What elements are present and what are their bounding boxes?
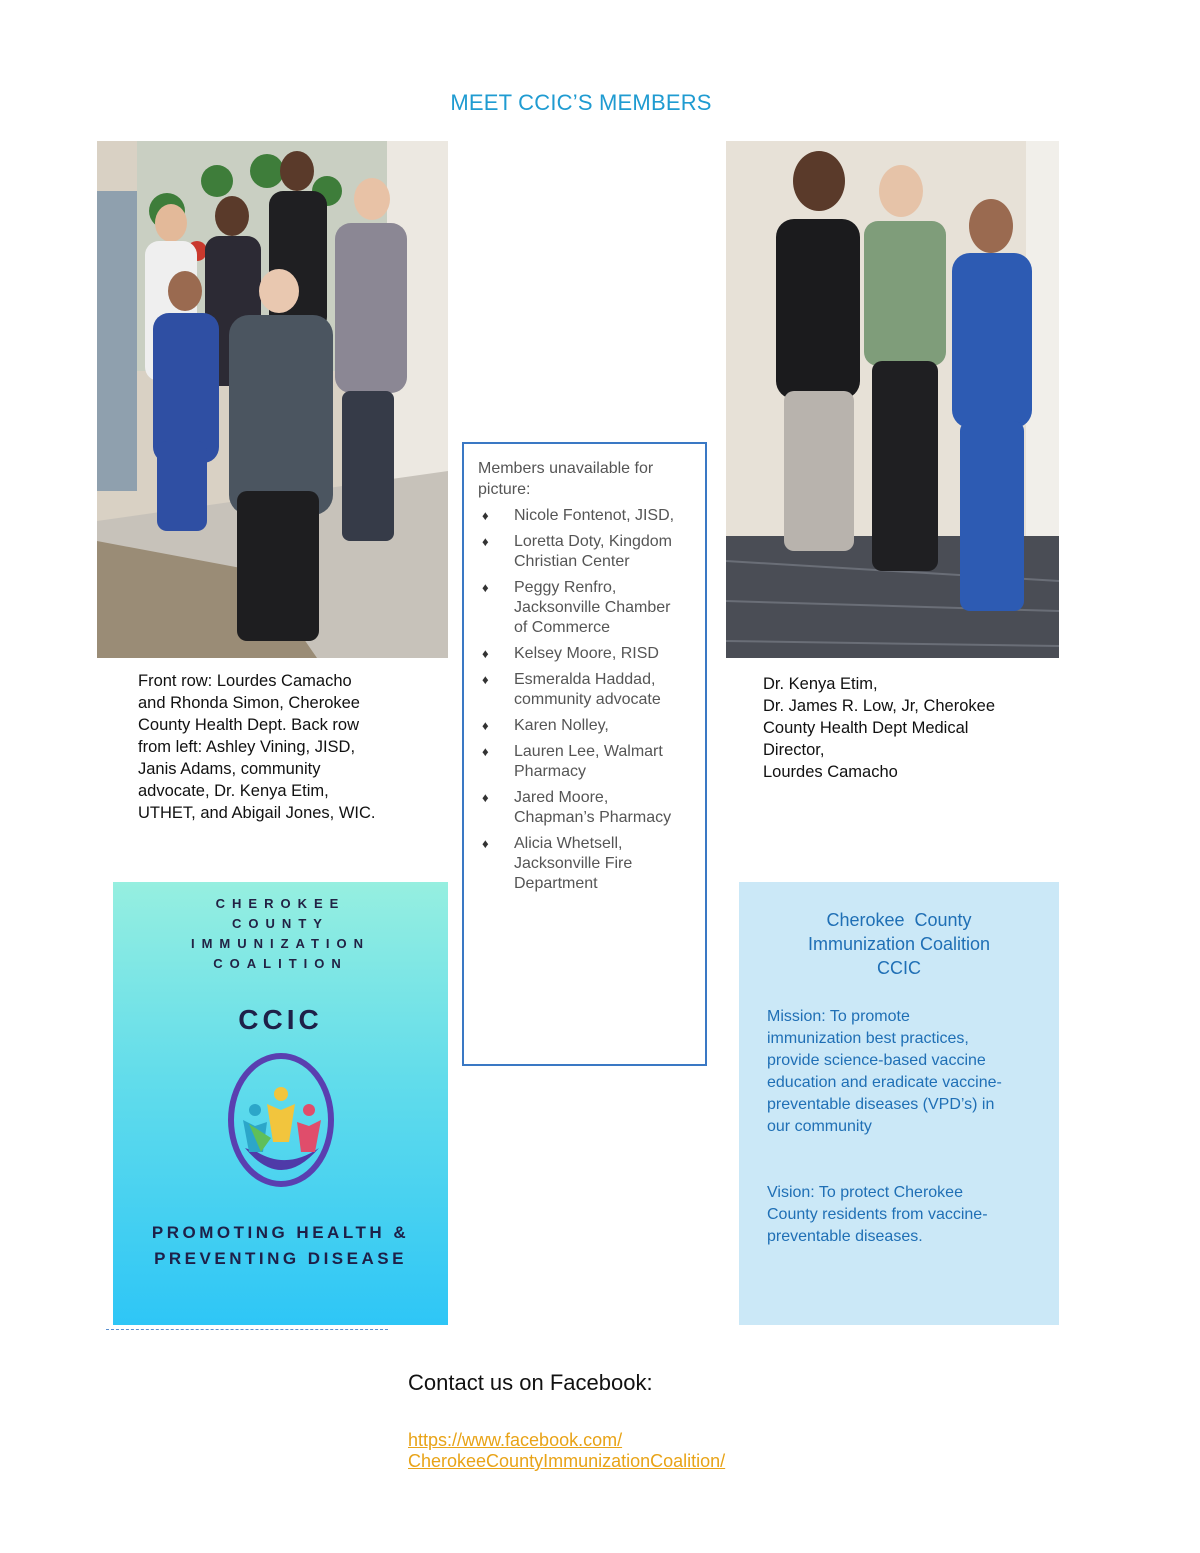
vision-line: Vision: To protect Cherokee <box>767 1184 963 1201</box>
diamond-bullet-icon: ♦ <box>482 836 489 851</box>
diamond-bullet-icon: ♦ <box>482 718 489 733</box>
member-line: Esmeralda Haddad, <box>514 671 656 688</box>
member-line: Chapman’s Pharmacy <box>514 809 672 826</box>
diamond-bullet-icon: ♦ <box>482 508 489 523</box>
right-photo-caption <box>763 673 1033 783</box>
vision-line: County residents from vaccine- <box>767 1206 988 1223</box>
list-item <box>478 788 698 828</box>
mission-line: preventable diseases (VPD’s) in <box>767 1096 995 1113</box>
org-line: COALITION <box>213 956 348 971</box>
member-line: community advocate <box>514 691 661 708</box>
member-line: Pharmacy <box>514 763 587 780</box>
poster-acronym: CCIC <box>238 1004 323 1035</box>
diamond-bullet-icon: ♦ <box>482 646 489 661</box>
diamond-bullet-icon: ♦ <box>482 672 489 687</box>
group-photo-right <box>726 141 1059 658</box>
member-line: Kelsey Moore, RISD <box>514 645 659 662</box>
members-unavailable-list <box>478 506 698 894</box>
org-line: COUNTY <box>232 916 329 931</box>
heading-line: picture: <box>478 481 531 498</box>
list-item <box>478 716 698 736</box>
page-title: MEET CCIC’S MEMBERS <box>450 90 712 115</box>
poster-org-name <box>113 894 448 974</box>
member-line: Department <box>514 875 598 892</box>
diamond-bullet-icon: ♦ <box>482 580 489 595</box>
org-line: IMMUNIZATION <box>190 936 371 951</box>
title-line: Cherokee County <box>826 910 972 930</box>
facebook-link[interactable] <box>408 1430 725 1472</box>
list-item <box>478 532 698 572</box>
members-unavailable-box <box>462 442 707 1066</box>
caption-line: Janis Adams, community <box>138 760 321 778</box>
org-line: CHEROKEE <box>215 896 346 911</box>
tagline-line: PREVENTING DISEASE <box>154 1249 407 1268</box>
member-line: Christian Center <box>514 553 630 570</box>
caption-line: from left: Ashley Vining, JISD, <box>138 738 356 756</box>
vision-line: preventable diseases. <box>767 1228 923 1245</box>
title-line: CCIC <box>877 958 921 978</box>
caption-line: Dr. James R. Low, Jr, Cherokee <box>763 697 996 715</box>
contact-label: Contact us on Facebook: <box>408 1370 653 1395</box>
link-line[interactable]: https://www.facebook.com/ <box>408 1430 623 1450</box>
link-line[interactable]: CherokeeCountyImmunizationCoalition/ <box>408 1451 726 1471</box>
list-item <box>478 506 698 526</box>
diamond-bullet-icon: ♦ <box>482 744 489 759</box>
people-in-circle-logo-icon <box>227 1052 335 1188</box>
vision-statement <box>767 1182 1037 1248</box>
coalition-title <box>739 908 1059 980</box>
member-line: Jacksonville Chamber <box>514 599 671 616</box>
mission-line: education and eradicate vaccine- <box>767 1074 1002 1091</box>
mission-line: immunization best practices, <box>767 1030 969 1047</box>
list-item <box>478 644 698 664</box>
member-line: Alicia Whetsell, <box>514 835 623 852</box>
member-line: Nicole Fontenot, JISD, <box>514 507 675 524</box>
group-photo-left <box>97 141 448 658</box>
diamond-bullet-icon: ♦ <box>482 534 489 549</box>
member-line: Peggy Renfro, <box>514 579 617 596</box>
mission-line: provide science-based vaccine <box>767 1052 986 1069</box>
caption-line: Front row: Lourdes Camacho <box>138 672 352 690</box>
list-item <box>478 670 698 710</box>
title-line: Immunization Coalition <box>807 934 991 954</box>
mission-line: our community <box>767 1118 872 1135</box>
member-line: Jared Moore, <box>514 789 609 806</box>
dashed-divider <box>106 1329 388 1330</box>
heading-line: Members unavailable for <box>478 460 654 477</box>
list-item <box>478 834 698 894</box>
list-item <box>478 742 698 782</box>
member-line: Karen Nolley, <box>514 717 609 734</box>
diamond-bullet-icon: ♦ <box>482 790 489 805</box>
caption-line: Lourdes Camacho <box>763 763 898 781</box>
list-item <box>478 578 698 638</box>
caption-line: and Rhonda Simon, Cherokee <box>138 694 360 712</box>
caption-line: advocate, Dr. Kenya Etim, <box>138 782 329 800</box>
ccic-poster <box>113 882 448 1325</box>
caption-line: Dr. Kenya Etim, <box>763 675 878 693</box>
mission-statement <box>767 1006 1042 1138</box>
member-line: of Commerce <box>514 619 611 636</box>
member-line: Jacksonville Fire <box>514 855 633 872</box>
caption-line: Director, <box>763 741 825 759</box>
mission-line: Mission: To promote <box>767 1008 910 1025</box>
caption-line: County Health Dept. Back row <box>138 716 360 734</box>
member-line: Lauren Lee, Walmart <box>514 743 663 760</box>
tagline-line: PROMOTING HEALTH & <box>151 1223 410 1242</box>
caption-line: County Health Dept Medical <box>763 719 969 737</box>
mission-vision-box <box>739 882 1059 1325</box>
poster-tagline <box>113 1220 448 1272</box>
member-line: Loretta Doty, Kingdom <box>514 533 673 550</box>
left-photo-caption <box>138 670 398 824</box>
members-unavailable-heading <box>478 458 698 500</box>
caption-line: UTHET, and Abigail Jones, WIC. <box>138 804 376 822</box>
